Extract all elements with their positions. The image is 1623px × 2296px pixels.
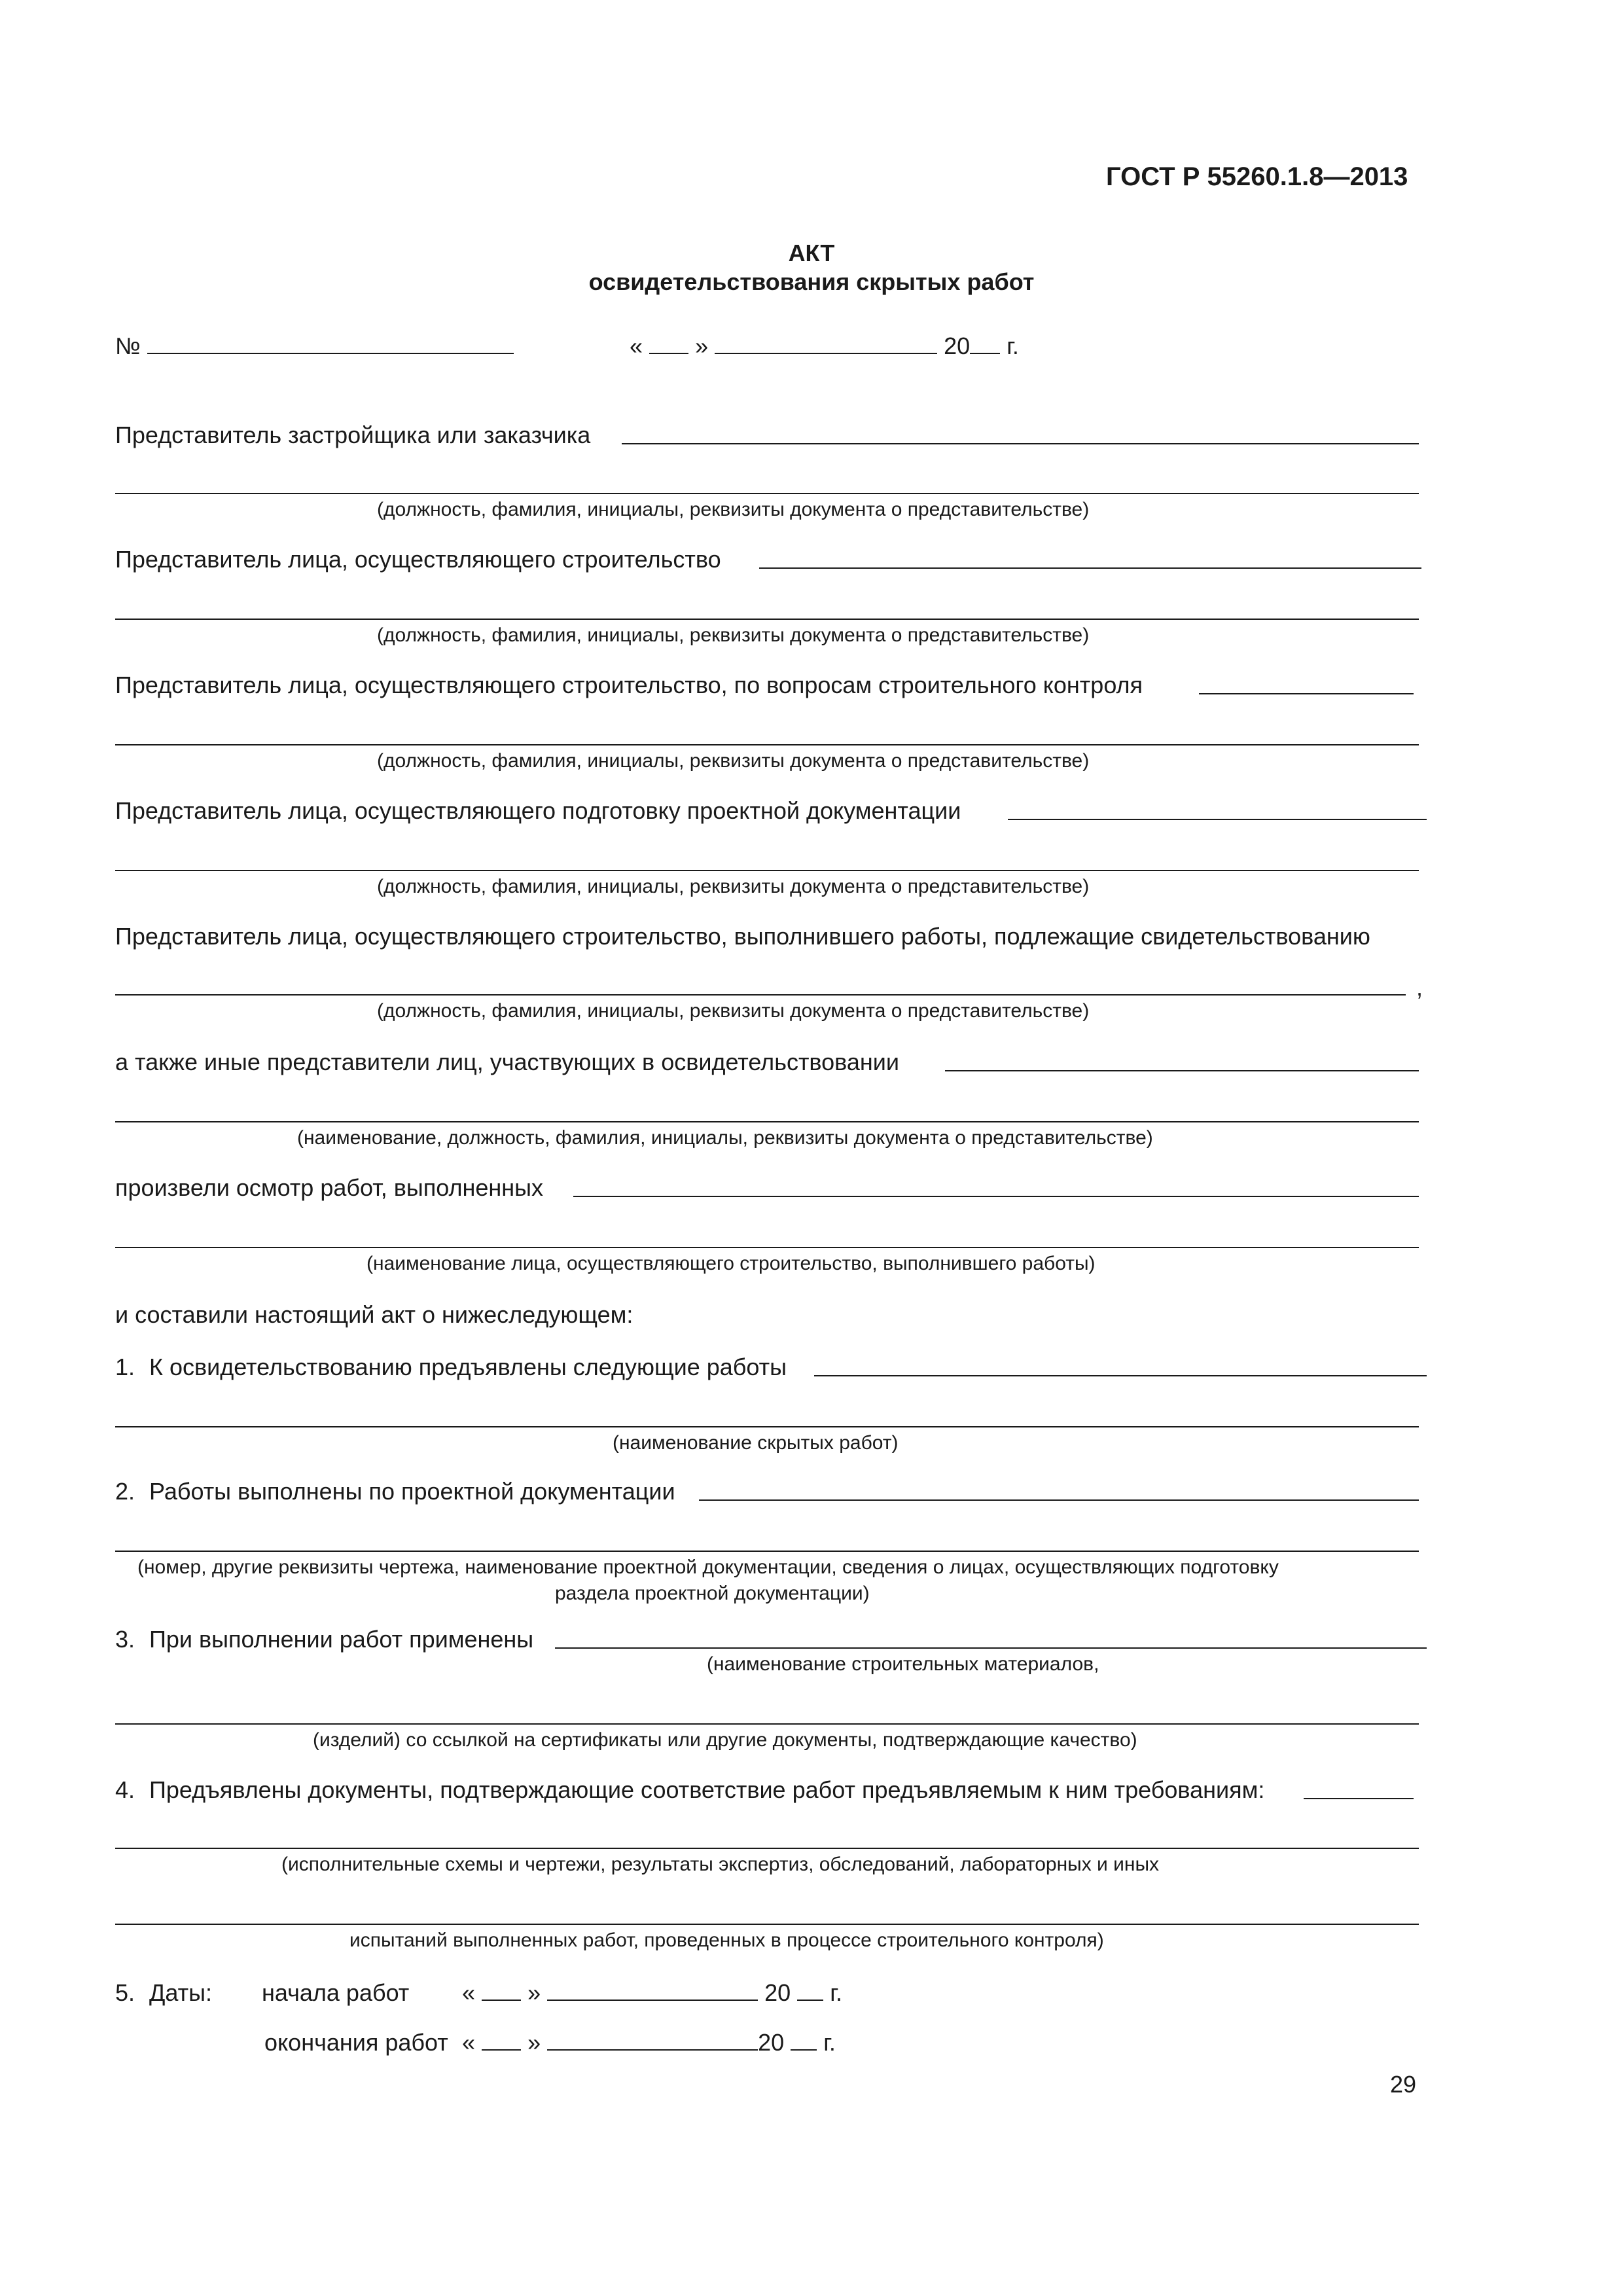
start-year-blank[interactable] (797, 1999, 823, 2001)
end-date-field[interactable]: « » 20 г. (462, 2029, 836, 2056)
item-4-field-line2[interactable] (115, 1848, 1419, 1849)
item-3-number: 3. (115, 1626, 135, 1653)
act-intro: и составили настоящий акт о нижеследующем: (115, 1301, 633, 1328)
item-1-caption: (наименование скрытых работ) (613, 1432, 899, 1454)
rep-design-caption: (должность, фамилия, инициалы, реквизиты документа о представительстве) (377, 876, 1090, 897)
item-2-label: Работы выполнены по проектной документации (149, 1478, 675, 1505)
standard-code: ГОСТ Р 55260.1.8—2013 (1106, 162, 1408, 191)
item-5-number: 5. (115, 1979, 135, 2006)
inspection-field[interactable] (573, 1196, 1419, 1197)
dates-label: Даты: (149, 1979, 212, 2006)
rep-control-field[interactable] (1199, 693, 1414, 694)
item-3-caption-line1: (наименование строительных материалов, (707, 1653, 1099, 1675)
rep-control-field-line2[interactable] (115, 744, 1419, 745)
item-3-field[interactable] (555, 1647, 1427, 1649)
item-2-field[interactable] (699, 1499, 1419, 1501)
item-1-field-line2[interactable] (115, 1426, 1419, 1427)
rep-control-caption: (должность, фамилия, инициалы, реквизиты документа о представительстве) (377, 750, 1090, 772)
rep-builder-caption: (должность, фамилия, инициалы, реквизиты документа о представительстве) (377, 624, 1090, 646)
end-year-blank[interactable] (791, 2049, 817, 2051)
item-4-caption-line1: (исполнительные схемы и чертежи, результаты экспертиз, обследований, лабораторных и иных (281, 1854, 1160, 1875)
rep-contractor-label: Представитель лица, осуществляющего строительство, выполнившего работы, подлежащие свидетельствованию (115, 923, 1370, 950)
rep-builder-field[interactable] (759, 567, 1421, 569)
rep-other-field[interactable] (945, 1070, 1419, 1071)
item-4-field-line3[interactable] (115, 1924, 1419, 1925)
rep-contractor-field[interactable] (115, 994, 1406, 996)
rep-customer-caption: (должность, фамилия, инициалы, реквизиты документа о представительстве) (377, 499, 1090, 520)
start-month-blank[interactable] (547, 1999, 758, 2001)
item-1-number: 1. (115, 1354, 135, 1380)
item-1-label: К освидетельствованию предъявлены следующие работы (149, 1354, 787, 1380)
inspection-field-line2[interactable] (115, 1247, 1419, 1248)
start-day-blank[interactable] (482, 1999, 521, 2001)
inspection-label: произвели осмотр работ, выполненных (115, 1174, 543, 1201)
rep-builder-field-line2[interactable] (115, 619, 1419, 620)
item-2-caption-line1: (номер, другие реквизиты чертежа, наименование проектной документации, сведения о лицах, осуществляющих подготовку (137, 1556, 1279, 1578)
rep-customer-field-line2[interactable] (115, 493, 1419, 494)
rep-customer-label: Представитель застройщика или заказчика (115, 422, 591, 448)
item-4-number: 4. (115, 1776, 135, 1803)
page-number: 29 (1390, 2071, 1417, 2098)
day-blank[interactable] (649, 352, 688, 354)
item-4-label: Предъявлены документы, подтверждающие соответствие работ предъявляемым к ним требованиям: (149, 1776, 1265, 1803)
rep-design-label: Представитель лица, осуществляющего подготовку проектной документации (115, 797, 961, 824)
rep-builder-label: Представитель лица, осуществляющего строительство (115, 546, 721, 573)
item-2-number: 2. (115, 1478, 135, 1505)
act-number-field[interactable] (115, 332, 514, 360)
end-day-blank[interactable] (482, 2049, 521, 2051)
month-blank[interactable] (715, 352, 937, 354)
trailing-comma: , (1416, 974, 1423, 1001)
doc-title: АКТ (788, 240, 835, 266)
item-3-caption-line2: (изделий) со ссылкой на сертификаты или другие документы, подтверждающие качество) (313, 1729, 1137, 1751)
rep-control-label: Представитель лица, осуществляющего строительство, по вопросам строительного контроля (115, 672, 1143, 698)
number-sign: № (115, 332, 141, 359)
item-2-caption-line2: раздела проектной документации) (555, 1583, 870, 1604)
item-2-field-line2[interactable] (115, 1551, 1419, 1552)
rep-other-field-line2[interactable] (115, 1121, 1419, 1122)
end-date-label: окончания работ (264, 2029, 448, 2056)
year-blank[interactable] (970, 352, 1000, 354)
item-4-field[interactable] (1304, 1798, 1414, 1799)
item-4-caption-line2: испытаний выполненных работ, проведенных в процессе строительного контроля) (349, 1929, 1104, 1951)
rep-design-field[interactable] (1008, 819, 1427, 820)
inspection-caption: (наименование лица, осуществляющего строительство, выполнившего работы) (366, 1253, 1096, 1274)
item-1-field[interactable] (814, 1375, 1427, 1376)
rep-other-caption: (наименование, должность, фамилия, инициалы, реквизиты документа о представительстве) (297, 1127, 1153, 1149)
item-3-label: При выполнении работ применены (149, 1626, 534, 1653)
start-date-field[interactable]: « » 20 г. (462, 1979, 842, 2006)
rep-design-field-line2[interactable] (115, 870, 1419, 871)
item-3-field-line2[interactable] (115, 1723, 1419, 1725)
act-date-field[interactable]: « » 20 г. (630, 332, 1019, 359)
rep-contractor-caption: (должность, фамилия, инициалы, реквизиты документа о представительстве) (377, 1000, 1090, 1022)
act-number-blank[interactable] (147, 352, 514, 354)
rep-customer-field[interactable] (622, 443, 1419, 444)
doc-subtitle: освидетельствования скрытых работ (588, 268, 1035, 295)
start-date-label: начала работ (262, 1979, 410, 2006)
end-month-blank[interactable] (547, 2049, 758, 2051)
rep-other-label: а также иные представители лиц, участвующих в освидетельствовании (115, 1049, 900, 1075)
